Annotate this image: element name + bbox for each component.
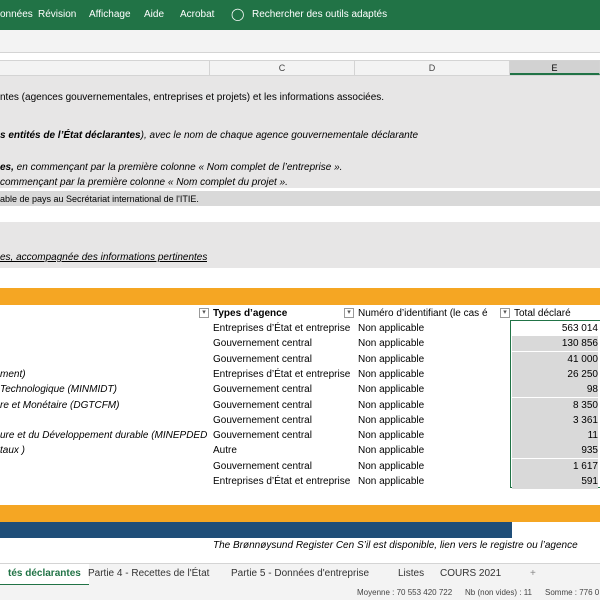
- instruction-line-4: commençant par la première colonne « Nom complet du projet ».: [0, 177, 288, 188]
- cell-agency-name[interactable]: ure et du Développement durable (MINEPDED: [0, 430, 208, 441]
- cell-identifier[interactable]: Non applicable: [358, 354, 425, 365]
- instruction-line-3: [0, 161, 342, 175]
- cell-agency-type[interactable]: Gouvernement central: [213, 338, 312, 349]
- menu-revision[interactable]: Révision: [38, 9, 77, 20]
- cell-identifier[interactable]: Non applicable: [358, 476, 425, 487]
- header-types-agence: Types d’agence: [213, 308, 288, 319]
- cell-identifier[interactable]: Non applicable: [358, 430, 425, 441]
- status-nb: Nb (non vides) : 11: [465, 588, 532, 597]
- cell-total[interactable]: 130 856: [512, 336, 598, 351]
- cell-agency-type[interactable]: Gouvernement central: [213, 461, 312, 472]
- cell-identifier[interactable]: Non applicable: [358, 445, 425, 456]
- status-bar: [0, 585, 600, 600]
- cell-agency-type[interactable]: Gouvernement central: [213, 384, 312, 395]
- cell-agency-name[interactable]: ment): [0, 369, 26, 380]
- instruction-line-3-rest: en commençant par la première colonne « Nom complet de l’entreprise ».: [13, 162, 343, 173]
- cell-total[interactable]: 11: [512, 428, 598, 443]
- tell-me-search[interactable]: Rechercher des outils adaptés: [252, 9, 388, 20]
- cell-total[interactable]: 935: [512, 443, 598, 458]
- cell-agency-type[interactable]: Entreprises d’État et entreprise: [213, 323, 351, 334]
- tab-recettes-etat[interactable]: Partie 4 - Recettes de l'État: [88, 568, 210, 579]
- status-somme: Somme : 776 0: [545, 588, 600, 597]
- cell-agency-name[interactable]: [0, 336, 210, 351]
- cell-identifier[interactable]: Non applicable: [358, 338, 425, 349]
- cell-identifier[interactable]: Non applicable: [358, 400, 425, 411]
- cell-agency-type[interactable]: Autre: [213, 445, 237, 456]
- instruction-line-2: [0, 129, 418, 143]
- menu-donnees[interactable]: onnées: [0, 9, 33, 20]
- cell-total[interactable]: 563 014: [561, 323, 598, 334]
- filter-dropdown-d[interactable]: ▾: [500, 308, 510, 318]
- cell-total[interactable]: 41 000: [512, 352, 598, 367]
- formula-bar-area: [0, 30, 600, 53]
- blue-header-bar: [0, 522, 512, 538]
- column-header-d[interactable]: D: [355, 61, 510, 75]
- tab-listes[interactable]: Listes: [398, 568, 425, 579]
- tab-donnees-entreprise[interactable]: Partie 5 - Données d'entreprise: [231, 568, 370, 579]
- instruction-line-1: ntes (agences gouvernementales, entreprises et projets) et les informations associées.: [0, 92, 385, 103]
- sheet-tab-bar: [0, 563, 600, 586]
- cell-identifier[interactable]: Non applicable: [358, 415, 425, 426]
- cell-agency-name[interactable]: [0, 459, 210, 474]
- cell-agency-type[interactable]: Gouvernement central: [213, 354, 312, 365]
- instruction-line-6: es, accompagnée des informations pertinentes: [0, 252, 208, 263]
- tab-entites-declarantes[interactable]: tés déclarantes: [0, 564, 89, 586]
- header-numero-identifiant: Numéro d’identifiant (le cas é: [358, 308, 488, 319]
- filter-dropdown-b[interactable]: ▾: [199, 308, 209, 318]
- cell-identifier[interactable]: Non applicable: [358, 384, 425, 395]
- cell-agency-name[interactable]: taux ): [0, 445, 26, 456]
- instruction-line-2-bold: s entités de l’État déclarantes: [0, 130, 141, 141]
- cell-agency-type[interactable]: Gouvernement central: [213, 415, 312, 426]
- lightbulb-icon: ◯: [231, 7, 245, 21]
- cell-agency-name[interactable]: [0, 474, 210, 489]
- filter-dropdown-c[interactable]: ▾: [344, 308, 354, 318]
- cell-agency-name[interactable]: [0, 321, 210, 336]
- section-footer-bar: [0, 505, 600, 522]
- cell-agency-name[interactable]: [0, 413, 210, 428]
- column-header-e[interactable]: E: [510, 61, 600, 75]
- ribbon-menu-bar: [0, 0, 600, 30]
- cell-total[interactable]: 8 350: [512, 398, 598, 413]
- cell-agency-name[interactable]: [0, 352, 210, 367]
- cell-agency-type[interactable]: Gouvernement central: [213, 400, 312, 411]
- header-total-declare: Total déclaré: [514, 308, 571, 319]
- cell-identifier[interactable]: Non applicable: [358, 323, 425, 334]
- column-header-c[interactable]: C: [210, 61, 355, 75]
- instruction-line-2-rest: ), avec le nom de chaque agence gouvernementale déclarante: [140, 130, 419, 141]
- menu-affichage[interactable]: Affichage: [89, 9, 131, 20]
- cell-agency-type[interactable]: Entreprises d’État et entreprise: [213, 369, 351, 380]
- cell-identifier[interactable]: Non applicable: [358, 461, 425, 472]
- register-name-cell: The Brønnøysund Register Cen: [213, 540, 355, 551]
- menu-acrobat[interactable]: Acrobat: [180, 9, 215, 20]
- instruction-line-3-bold: es,: [0, 162, 14, 173]
- cell-total[interactable]: 98: [512, 382, 598, 397]
- cell-total[interactable]: 1 617: [512, 459, 598, 474]
- section-header-bar: [0, 288, 600, 305]
- add-sheet-icon[interactable]: +: [530, 568, 536, 579]
- status-moyenne: Moyenne : 70 553 420 722: [357, 588, 453, 597]
- cell-agency-type[interactable]: Gouvernement central: [213, 430, 312, 441]
- tab-cours-2021[interactable]: COURS 2021: [440, 568, 502, 579]
- cell-total[interactable]: 3 361: [512, 413, 598, 428]
- menu-aide[interactable]: Aide: [144, 9, 165, 20]
- column-header-b[interactable]: [0, 61, 210, 75]
- register-link-cell: S’il est disponible, lien vers le registre ou l’agence: [357, 540, 578, 551]
- cell-agency-name[interactable]: re et Monétaire (DGTCFM): [0, 400, 120, 411]
- cell-agency-type[interactable]: Entreprises d’État et entreprise: [213, 476, 351, 487]
- instruction-line-5: able de pays au Secrétariat international de l'ITIE.: [0, 194, 199, 204]
- column-header-row: [0, 60, 600, 76]
- cell-total[interactable]: 26 250: [512, 367, 598, 382]
- cell-identifier[interactable]: Non applicable: [358, 369, 425, 380]
- cell-agency-name[interactable]: Technologique (MINMIDT): [0, 384, 117, 395]
- cell-total[interactable]: 591: [512, 474, 598, 489]
